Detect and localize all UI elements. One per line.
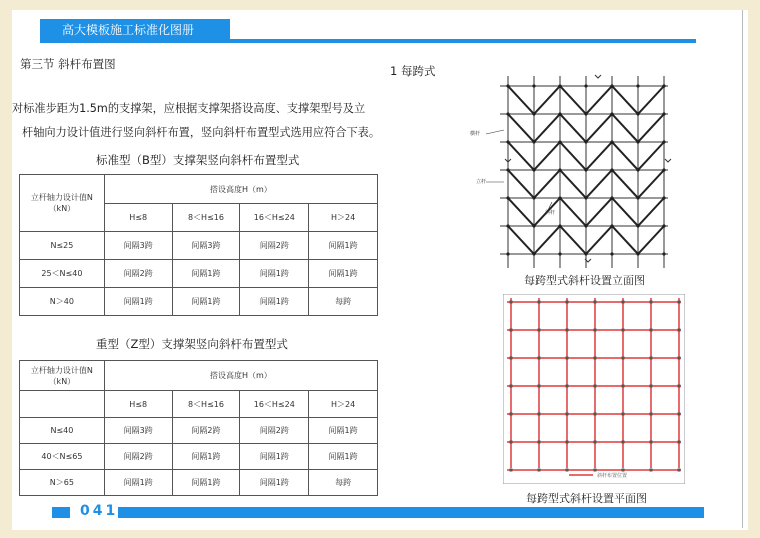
header-title: 高大模板施工标准化图册: [40, 19, 230, 41]
table-z-corner-line2: （kN）: [48, 376, 76, 386]
table-z-col-header: H≤8: [104, 391, 172, 418]
table-b-height-header: 搭设高度H（m）: [104, 175, 377, 204]
table-cell: 间隔1跨: [309, 260, 378, 288]
right-section-title: 1 每跨式: [390, 64, 436, 78]
table-cell: 间隔3跨: [104, 418, 172, 444]
table-z-height-header: 搭设高度H（m）: [104, 361, 377, 391]
table-z-empty-cell: [20, 391, 105, 418]
plan-caption: 每跨型式斜杆设置平面图: [526, 492, 647, 505]
page-number: 041: [80, 503, 119, 519]
plan-diagram: [503, 294, 685, 484]
footer-block: [52, 507, 70, 518]
table-cell: 间隔1跨: [172, 260, 240, 288]
table-row: [20, 444, 378, 470]
table-cell: 间隔1跨: [104, 470, 172, 496]
table-cell: 间隔2跨: [240, 232, 309, 260]
plan-legend: 斜杆布置位置: [597, 473, 628, 479]
table-cell: 间隔1跨: [309, 418, 378, 444]
table-cell: 间隔1跨: [240, 260, 309, 288]
table-z-row-label: 40＜N≤65: [20, 444, 105, 470]
table-row: [20, 288, 378, 316]
page-edge-rule: [742, 10, 743, 528]
table-cell: 间隔3跨: [104, 232, 172, 260]
table-b-corner-line1: 立杆轴力设计值N: [30, 193, 93, 202]
table-cell: 间隔1跨: [172, 470, 240, 496]
table-cell: 间隔1跨: [240, 444, 309, 470]
table-cell: 间隔2跨: [104, 260, 172, 288]
table-z-caption: 重型（Z型）支撑架竖向斜杆布置型式: [96, 337, 288, 351]
table-b-col-header: 8＜H≤16: [172, 204, 240, 232]
elevation-caption: 每跨型式斜杆设置立面图: [524, 274, 645, 287]
table-cell: 间隔1跨: [172, 288, 240, 316]
table-cell: 间隔3跨: [172, 232, 240, 260]
table-z-corner-line1: 立杆轴力设计值N: [30, 365, 93, 375]
table-row: [20, 260, 378, 288]
section-title: 第三节 斜杆布置图: [20, 57, 116, 71]
table-z-corner-header: [20, 361, 105, 391]
elevation-diagram: [468, 72, 694, 268]
table-b-corner-header: [20, 175, 105, 232]
footer-rule: [118, 507, 704, 518]
table-b: [19, 174, 378, 316]
label-xiegan: 斜杆: [545, 210, 556, 216]
table-b-corner-line2: （kN）: [48, 204, 76, 213]
table-z-row-label: N＞65: [20, 470, 105, 496]
table-z-row-label: N≤40: [20, 418, 105, 444]
table-z-col-header: 16＜H≤24: [240, 391, 309, 418]
table-b-col-header: 16＜H≤24: [240, 204, 309, 232]
table-cell: 间隔1跨: [309, 444, 378, 470]
table-b-col-header: H＞24: [309, 204, 378, 232]
intro-line-1: 对标准步距为1.5m的支撑架，应根据支撑架搭设高度、支撑架型号及立: [12, 102, 366, 115]
table-b-row-label: N≤25: [20, 232, 105, 260]
table-b-row-label: N＞40: [20, 288, 105, 316]
table-b-row-label: 25＜N≤40: [20, 260, 105, 288]
table-cell: 间隔1跨: [309, 232, 378, 260]
table-cell: 间隔2跨: [104, 444, 172, 470]
table-row: [20, 232, 378, 260]
table-cell: 每跨: [309, 470, 378, 496]
table-row: [20, 418, 378, 444]
table-b-col-header: H≤8: [104, 204, 172, 232]
table-row: [20, 470, 378, 496]
table-cell: 间隔2跨: [172, 418, 240, 444]
intro-line-2: 杆轴向力设计值进行竖向斜杆布置，竖向斜杆布置型式选用应符合下表。: [22, 126, 381, 139]
label-ligan: 立杆: [476, 179, 487, 185]
label-hengan: 横杆: [470, 131, 481, 137]
table-z-col-header: 8＜H≤16: [172, 391, 240, 418]
table-cell: 每跨: [309, 288, 378, 316]
table-cell: 间隔2跨: [240, 418, 309, 444]
table-z-col-header: H＞24: [309, 391, 378, 418]
table-cell: 间隔1跨: [104, 288, 172, 316]
header-rule: [40, 39, 696, 43]
table-cell: 间隔1跨: [240, 470, 309, 496]
table-z: [19, 360, 378, 496]
table-cell: 间隔1跨: [240, 288, 309, 316]
table-b-caption: 标准型（B型）支撑架竖向斜杆布置型式: [96, 153, 300, 167]
table-cell: 间隔1跨: [172, 444, 240, 470]
